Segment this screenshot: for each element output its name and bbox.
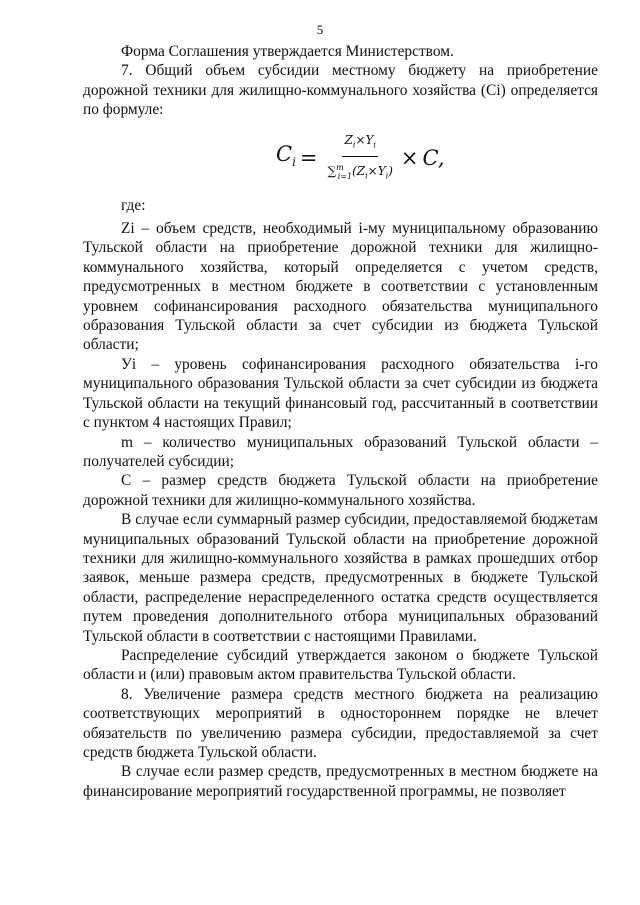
- formula-numerator: $Z_i\times Y_i$: [342, 131, 377, 157]
- subsidy-formula: [83, 134, 598, 184]
- paragraph-remaining-distribution: В случае если суммарный размер субсидии, предоставляемой бюджетам муниципальных образований Тульской области на приобретение дорожной техники для жилищно-коммунального хозяйства в рамках прошедших отбор заявок, меньше размера средств, предусмотренных в бюджете Тульской области, распределение нераспределенного остатка средств осуществляется путем проведения дополнительного отбора муниципальных образований Тульской области в соответствии с настоящими Правилами.: [83, 511, 598, 645]
- paragraph-zi-definition: Zi – объем средств, необходимый i-му муниципальному образованию Тульской области на приобретение дорожной техники для жилищно-коммунального хозяйства, который определяется с учетом средств, предусмотренных в местном бюджете в соответствии с установленным уровнем софинансирования расходного обязательства муниципального образования Тульской области за счет субсидии из бюджета Тульской области;: [83, 220, 598, 354]
- page-number: 5: [316, 22, 324, 37]
- paragraph-m-definition: m – количество муниципальных образований Тульской области – получателей субсидии;: [83, 433, 598, 470]
- paragraph-distribution-approval: Распределение субсидий утверждается законом о бюджете Тульской области и (или) правовым актом правительства Тульской области.: [83, 646, 598, 684]
- paragraph-yi-definition: Уi – уровень софинансирования расходного обязательства i-го муниципального образования Тульской области за счет субсидии из бюджета Тульской области на текущий финансовый год, рассчитанный в соответствии с пунктом 4 настоящих Правил;: [83, 355, 598, 432]
- formula-denominator: $\sum^m_{i=1}(Z_i\times Y_i)$: [327, 163, 393, 181]
- formula-fraction: [328, 131, 393, 186]
- paragraph-insufficient-funds: В случае если размер средств, предусмотренных в местном бюджете на финансирование мероприятий государственной программы, не позволяет: [83, 763, 598, 800]
- paragraph-where: где:: [121, 196, 146, 214]
- paragraph-item-8: 8. Увеличение размера средств местного бюджета на реализацию соответствующих мероприятий в одностороннем порядке не влечет обязательств по увеличению размера субсидии, предоставляемой за счет средств бюджета Тульской области.: [83, 685, 598, 761]
- paragraph-c-definition: С – размер средств бюджета Тульской области на приобретение дорожной техники для жилищно-коммунального хозяйства.: [83, 472, 598, 509]
- formula-lhs: $C_i$: [276, 141, 296, 170]
- formula-times: ×: [400, 145, 419, 170]
- paragraph-item-7: 7. Общий объем субсидии местному бюджету на приобретение дорожной техники для жилищно-коммунального хозяйства (Ci) определяется по формуле:: [83, 62, 598, 119]
- formula-equals: =: [299, 145, 318, 170]
- formula-rhs: C,: [422, 145, 445, 170]
- document-body: [83, 42, 598, 801]
- paragraph-agreement-form: Форма Соглашения утверждается Министерством.: [121, 43, 454, 60]
